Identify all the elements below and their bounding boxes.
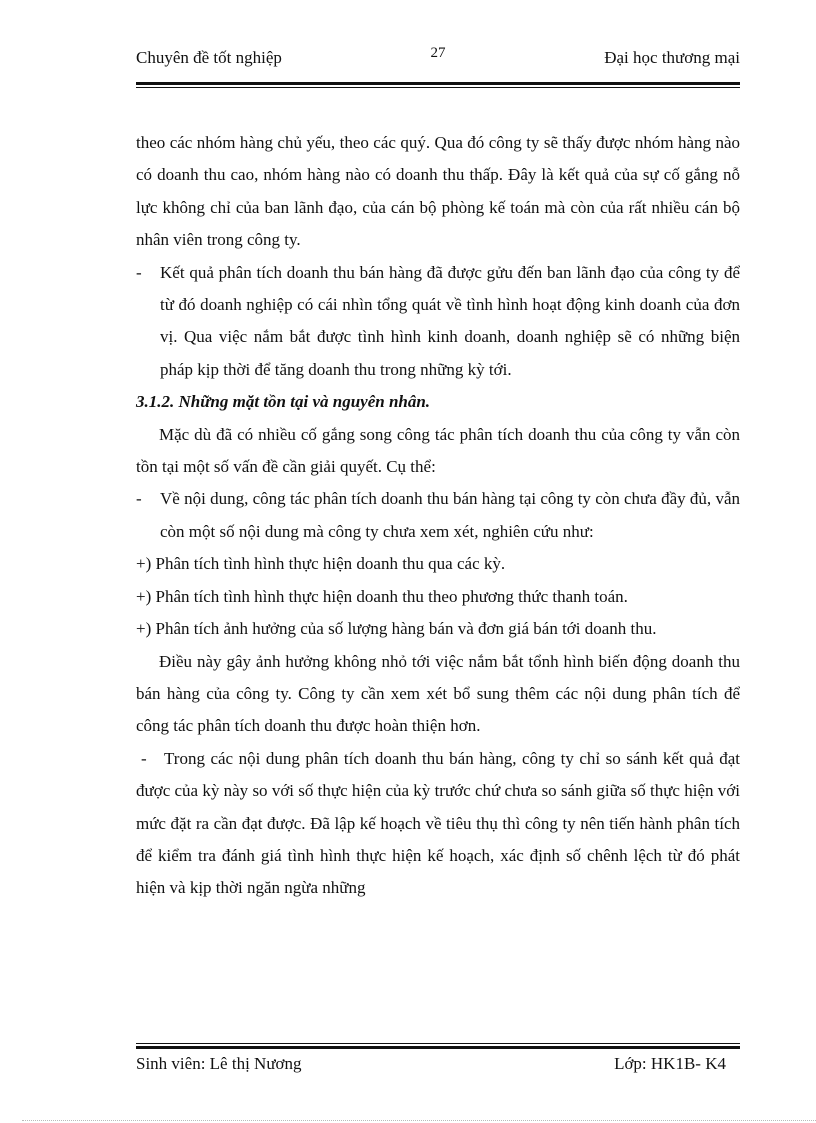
paragraph: Điều này gây ảnh hưởng không nhỏ tới việc nắm bắt tổnh hình biến động doanh thu bán hàng của công ty. Công ty cần xem xét bổ sung thêm các nội dung phân tích để công tác phân tích doanh thu được hoàn thiện hơn. — [136, 651, 740, 736]
footer-class: Lớp: HK1B- K4 — [614, 1054, 726, 1073]
bullet-paragraph — [136, 743, 740, 905]
page-header — [136, 45, 740, 72]
header-rule-thick — [136, 82, 740, 85]
section-heading: 3.1.2. Những mặt tồn tại và nguyên nhân. — [136, 392, 431, 412]
page-edge-dots — [22, 1120, 816, 1121]
bullet-dash: - — [141, 748, 147, 768]
footer-rule-thick — [136, 1046, 740, 1049]
bullet-dash: - — [136, 262, 142, 282]
document-body — [136, 127, 740, 905]
sub-item: +) Phân tích tình hình thực hiện doanh thu theo phương thức thanh toán. — [136, 586, 628, 606]
footer-rule-thin — [136, 1043, 740, 1044]
sub-item: +) Phân tích ảnh hưởng của số lượng hàng bán và đơn giá bán tới doanh thu. — [136, 619, 657, 639]
sub-item: +) Phân tích tình hình thực hiện doanh thu qua các kỳ. — [136, 554, 506, 574]
bullet-paragraph — [136, 257, 740, 387]
footer-student: Sinh viên: Lê thị Nương — [136, 1054, 302, 1073]
header-university: Đại học thương mại — [604, 48, 740, 67]
bullet-text: Về nội dung, công tác phân tích doanh thu bán hàng tại công ty còn chưa đầy đủ, vẫn còn một số nội dung mà công ty chưa xem xét, nghiên cứu như: — [160, 489, 740, 541]
header-rule-thin — [136, 87, 740, 88]
bullet-text: Trong các nội dung phân tích doanh thu bán hàng, công ty chỉ so sánh kết quả đạt được của kỳ này so với số thực hiện của kỳ trước chứ chưa so sánh giữa số thực hiện với mức đặt ra cần đạt được. Đã lập kế hoạch về tiêu thụ thì công ty nên tiến hành phân tích để kiểm tra đánh giá tình hình thực hiện kế hoạch, xác định số chênh lệch từ đó phát hiện và kịp thời ngăn ngừa những — [136, 748, 740, 898]
paragraph: theo các nhóm hàng chủ yếu, theo các quý. Qua đó công ty sẽ thấy được nhóm hàng nào có doanh thu cao, nhóm hàng nào có doanh thu thấp. Đây là kết quả của sự cố gắng nỗ lực không chỉ của ban lãnh đạo, của cán bộ phòng kế toán mà còn của rất nhiều cán bộ nhân viên trong công ty. — [136, 133, 740, 250]
paragraph: Mặc dù đã có nhiều cố gắng song công tác phân tích doanh thu của công ty vẫn còn tồn tại một số vấn đề cần giải quyết. Cụ thể: — [136, 424, 740, 477]
bullet-text: Kết quả phân tích doanh thu bán hàng đã được gửu đến ban lãnh đạo của công ty để từ đó doanh nghiệp có cái nhìn tổng quát về tình hình hoạt động kinh doanh của đơn vị. Qua việc nắm bắt được tình hình kinh doanh, doanh nghiệp sẽ có những biện pháp kịp thời để tăng doanh thu trong những kỳ tới. — [160, 262, 740, 379]
header-document-type: Chuyên đề tốt nghiệp — [136, 48, 282, 67]
bullet-dash: - — [136, 489, 142, 509]
page-number: 27 — [430, 45, 446, 61]
bullet-paragraph — [136, 483, 740, 548]
